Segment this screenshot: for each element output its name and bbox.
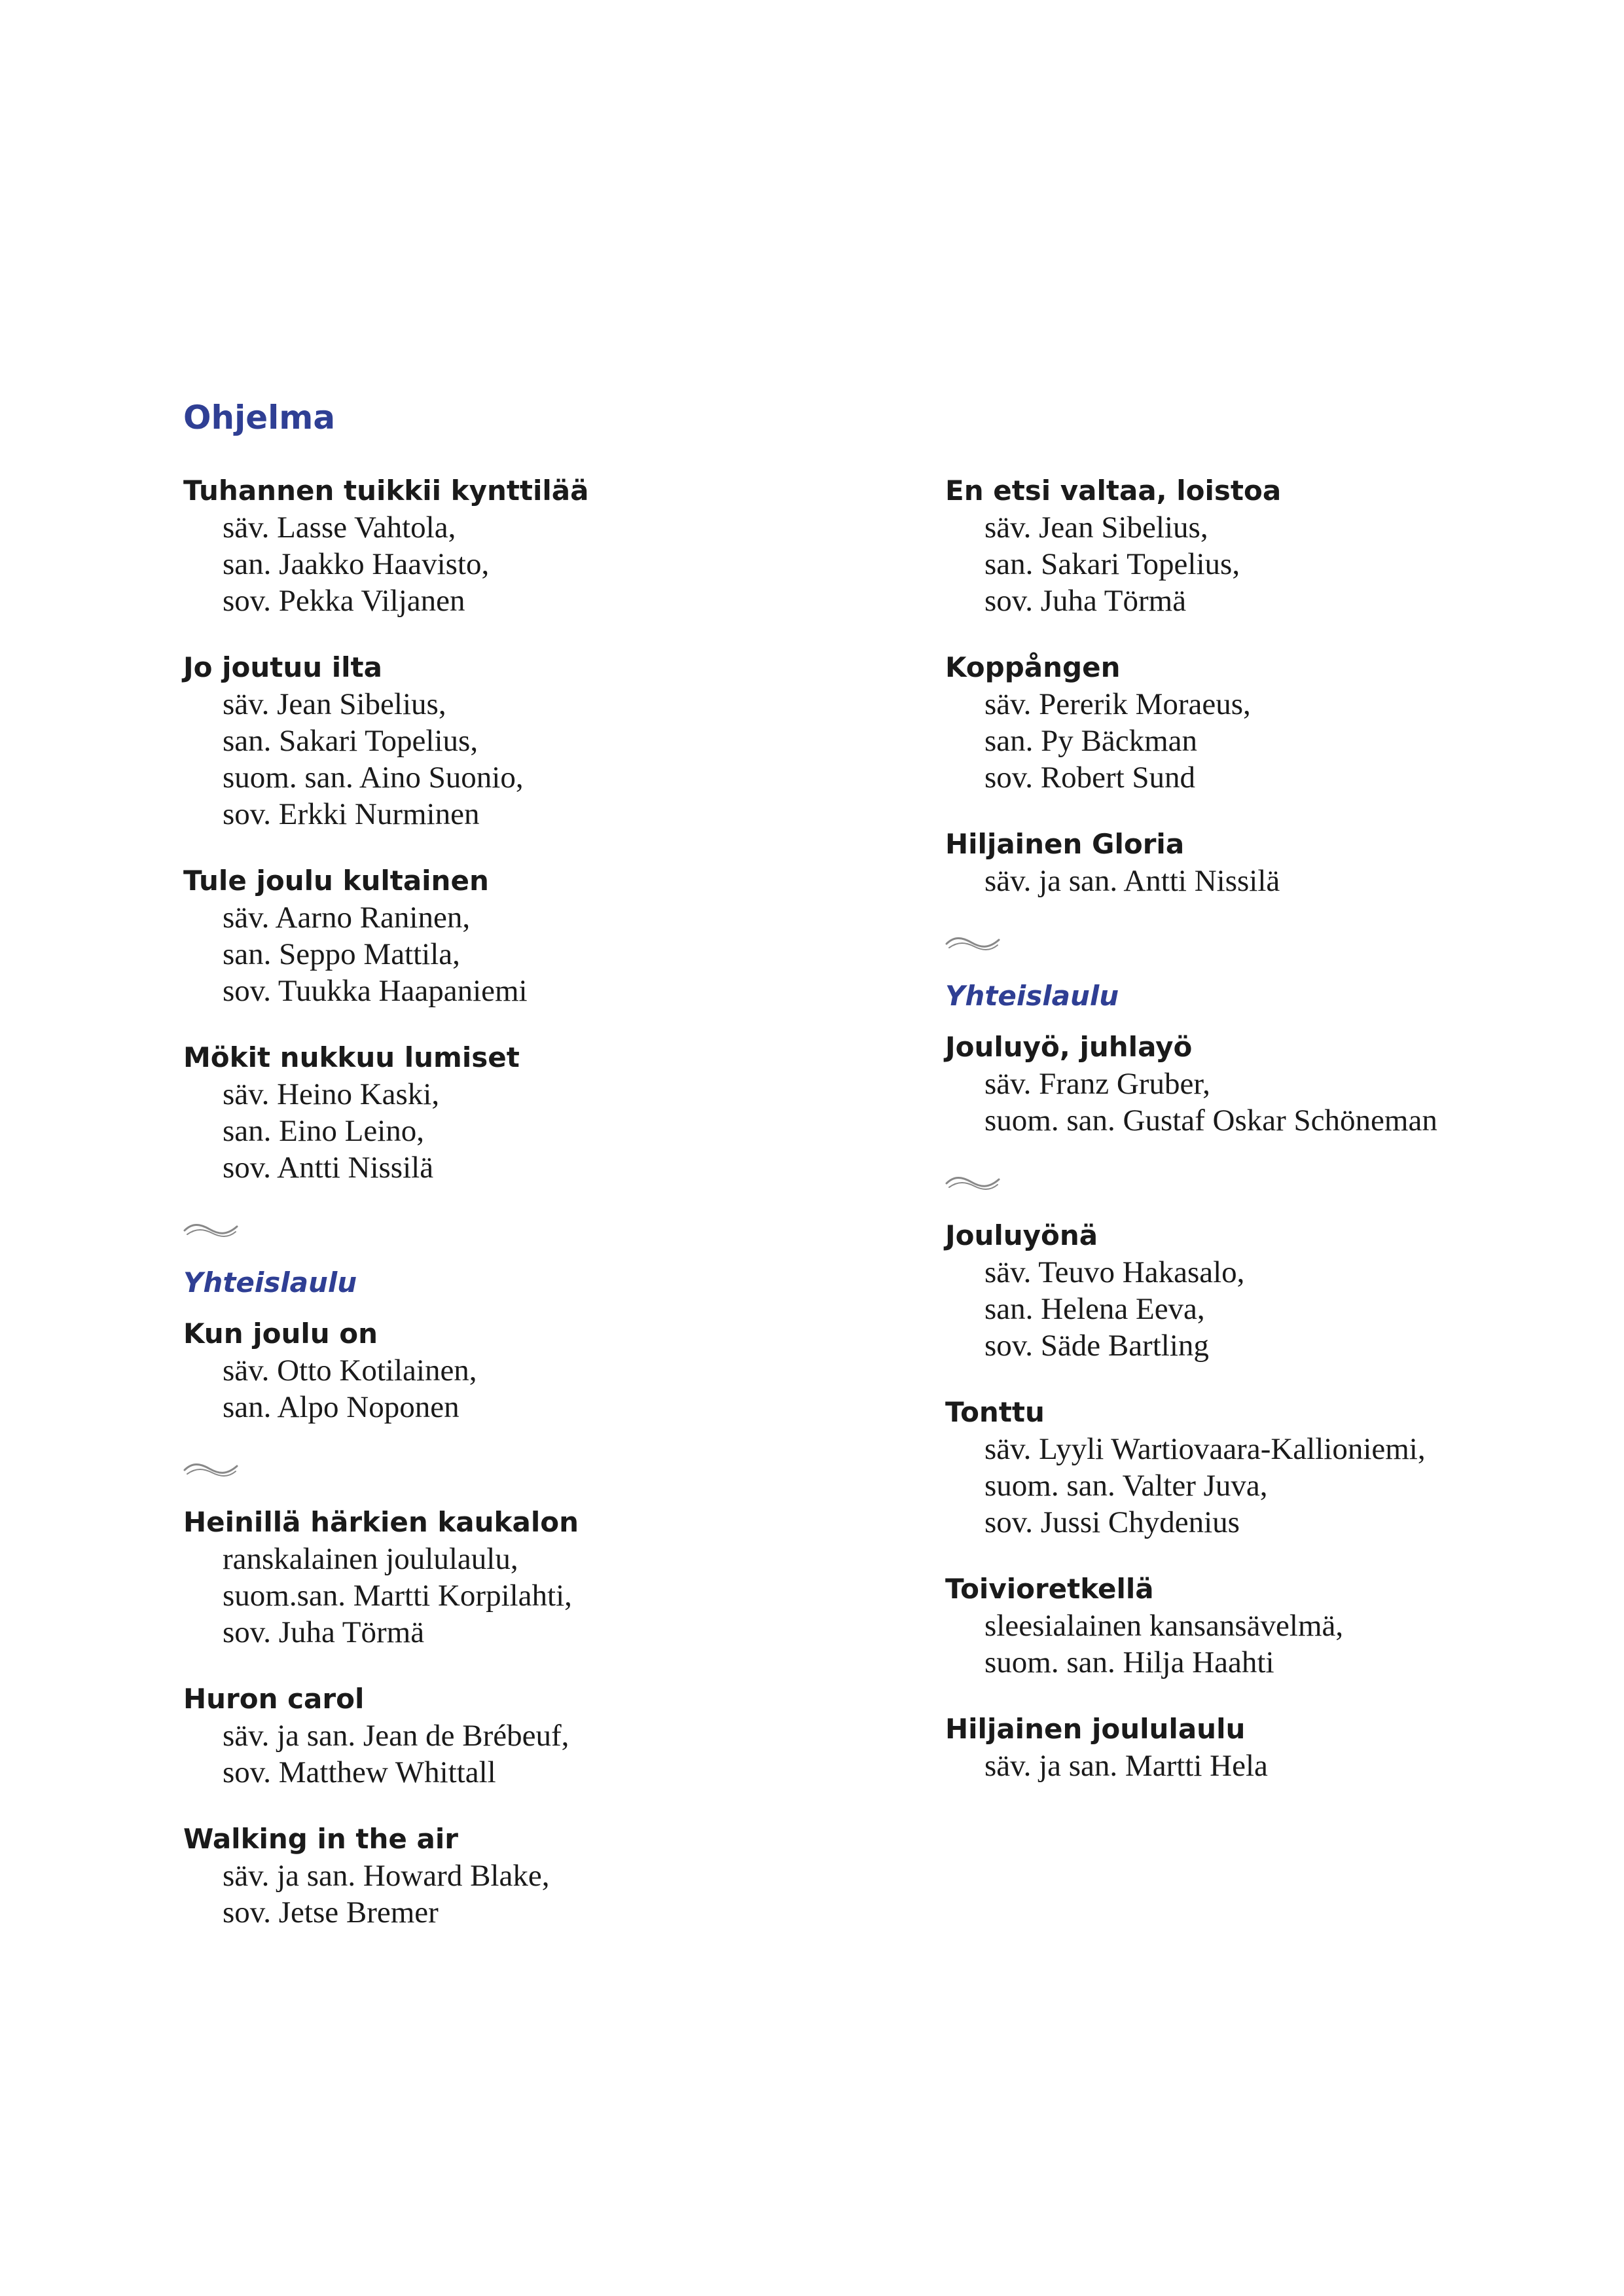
program-item (183, 1821, 903, 1931)
song-credit: sov. Säde Bartling (984, 1329, 1209, 1363)
program-item (945, 473, 1624, 619)
program-item (183, 1681, 903, 1791)
section-label: Yhteislaulu (183, 1266, 357, 1299)
song-credit: sov. Robert Sund (984, 761, 1196, 795)
program-item (183, 1039, 903, 1186)
song-credit: sov. Tuukka Haapaniemi (223, 974, 528, 1008)
song-credit: san. Sakari Topelius, (984, 547, 1240, 581)
swash-ornament-icon (183, 1456, 903, 1482)
song-credit: säv. Pererik Moraeus, (984, 687, 1251, 721)
swash-ornament-icon (945, 1169, 1624, 1195)
song-title: Tuhannen tuikkii kynttilää (183, 475, 589, 507)
song-credit: sov. Jetse Bremer (223, 1895, 439, 1929)
program-item (183, 649, 903, 833)
song-title: Tonttu (945, 1396, 1045, 1428)
song-credit: san. Eino Leino, (223, 1114, 425, 1148)
song-credit: säv. Franz Gruber, (984, 1067, 1210, 1101)
song-credit: suom. san. Gustaf Oskar Schöneman (984, 1103, 1437, 1138)
program-item (945, 1711, 1624, 1784)
program-item (945, 1571, 1624, 1681)
song-title: Hiljainen joululaulu (945, 1713, 1246, 1745)
song-credit: ranskalainen joululaulu, (223, 1542, 518, 1576)
program-item (945, 1029, 1624, 1139)
song-title: Huron carol (183, 1683, 365, 1715)
song-credit: sov. Erkki Nurminen (223, 797, 480, 831)
song-credit: säv. ja san. Martti Hela (984, 1749, 1268, 1783)
song-title: En etsi valtaa, loistoa (945, 475, 1282, 507)
section-label: Yhteislaulu (945, 980, 1119, 1012)
song-credit: sleesialainen kansansävelmä, (984, 1609, 1344, 1643)
song-title: Toivioretkellä (945, 1573, 1154, 1605)
song-credit: säv. Lyyli Wartiovaara-Kallioniemi, (984, 1432, 1426, 1466)
song-credit: säv. Lasse Vahtola, (223, 511, 456, 545)
song-title: Hiljainen Gloria (945, 828, 1185, 860)
song-title: Mökit nukkuu lumiset (183, 1041, 520, 1073)
song-credit: säv. Heino Kaski, (223, 1077, 440, 1111)
song-credit: säv. ja san. Jean de Brébeuf, (223, 1719, 569, 1753)
song-credit: suom. san. Hilja Haahti (984, 1645, 1274, 1679)
song-credit: san. Jaakko Haavisto, (223, 547, 490, 581)
song-credit: säv. Jean Sibelius, (984, 511, 1208, 545)
swash-ornament-icon (183, 1216, 903, 1242)
page-title: Ohjelma (183, 399, 336, 437)
song-credit: säv. Aarno Raninen, (223, 901, 471, 935)
song-credit: sov. Juha Törmä (223, 1615, 425, 1649)
song-credit: san. Helena Eeva, (984, 1292, 1205, 1326)
song-credit: sov. Matthew Whittall (223, 1755, 496, 1789)
song-title: Tule joulu kultainen (183, 865, 489, 897)
song-credit: suom. san. Valter Juva, (984, 1469, 1268, 1503)
song-credit: suom. san. Aino Suonio, (223, 761, 524, 795)
song-title: Jo joutuu ilta (183, 651, 382, 683)
song-credit: suom.san. Martti Korpilahti, (223, 1579, 572, 1613)
song-credit: sov. Antti Nissilä (223, 1151, 434, 1185)
song-credit: sov. Pekka Viljanen (223, 584, 465, 618)
program-item (183, 863, 903, 1009)
song-title: Walking in the air (183, 1823, 458, 1855)
program-item (945, 649, 1624, 796)
song-credit: säv. Teuvo Hakasalo, (984, 1255, 1245, 1289)
song-credit: säv. ja san. Antti Nissilä (984, 864, 1280, 898)
program-item (945, 1217, 1624, 1364)
program-item (183, 473, 903, 619)
song-title: Heinillä härkien kaukalon (183, 1506, 579, 1538)
song-title: Jouluyönä (945, 1219, 1098, 1251)
program-column-right (945, 473, 1624, 1814)
song-credit: san. Alpo Noponen (223, 1390, 460, 1424)
song-credit: säv. Otto Kotilainen, (223, 1354, 477, 1388)
program-item (183, 1504, 903, 1651)
song-credit: san. Sakari Topelius, (223, 724, 478, 758)
song-credit: sov. Juha Törmä (984, 584, 1187, 618)
song-credit: säv. ja san. Howard Blake, (223, 1859, 550, 1893)
song-credit: säv. Jean Sibelius, (223, 687, 446, 721)
swash-ornament-icon (945, 929, 1624, 956)
program-item (945, 826, 1624, 899)
song-credit: san. Py Bäckman (984, 724, 1198, 758)
song-credit: sov. Jussi Chydenius (984, 1505, 1240, 1539)
program-item (945, 1394, 1624, 1541)
song-credit: san. Seppo Mattila, (223, 937, 460, 971)
song-title: Kun joulu on (183, 1318, 378, 1350)
program-column-left (183, 473, 903, 1961)
program-item (183, 1316, 903, 1426)
song-title: Jouluyö, juhlayö (945, 1031, 1193, 1063)
song-title: Koppången (945, 651, 1121, 683)
